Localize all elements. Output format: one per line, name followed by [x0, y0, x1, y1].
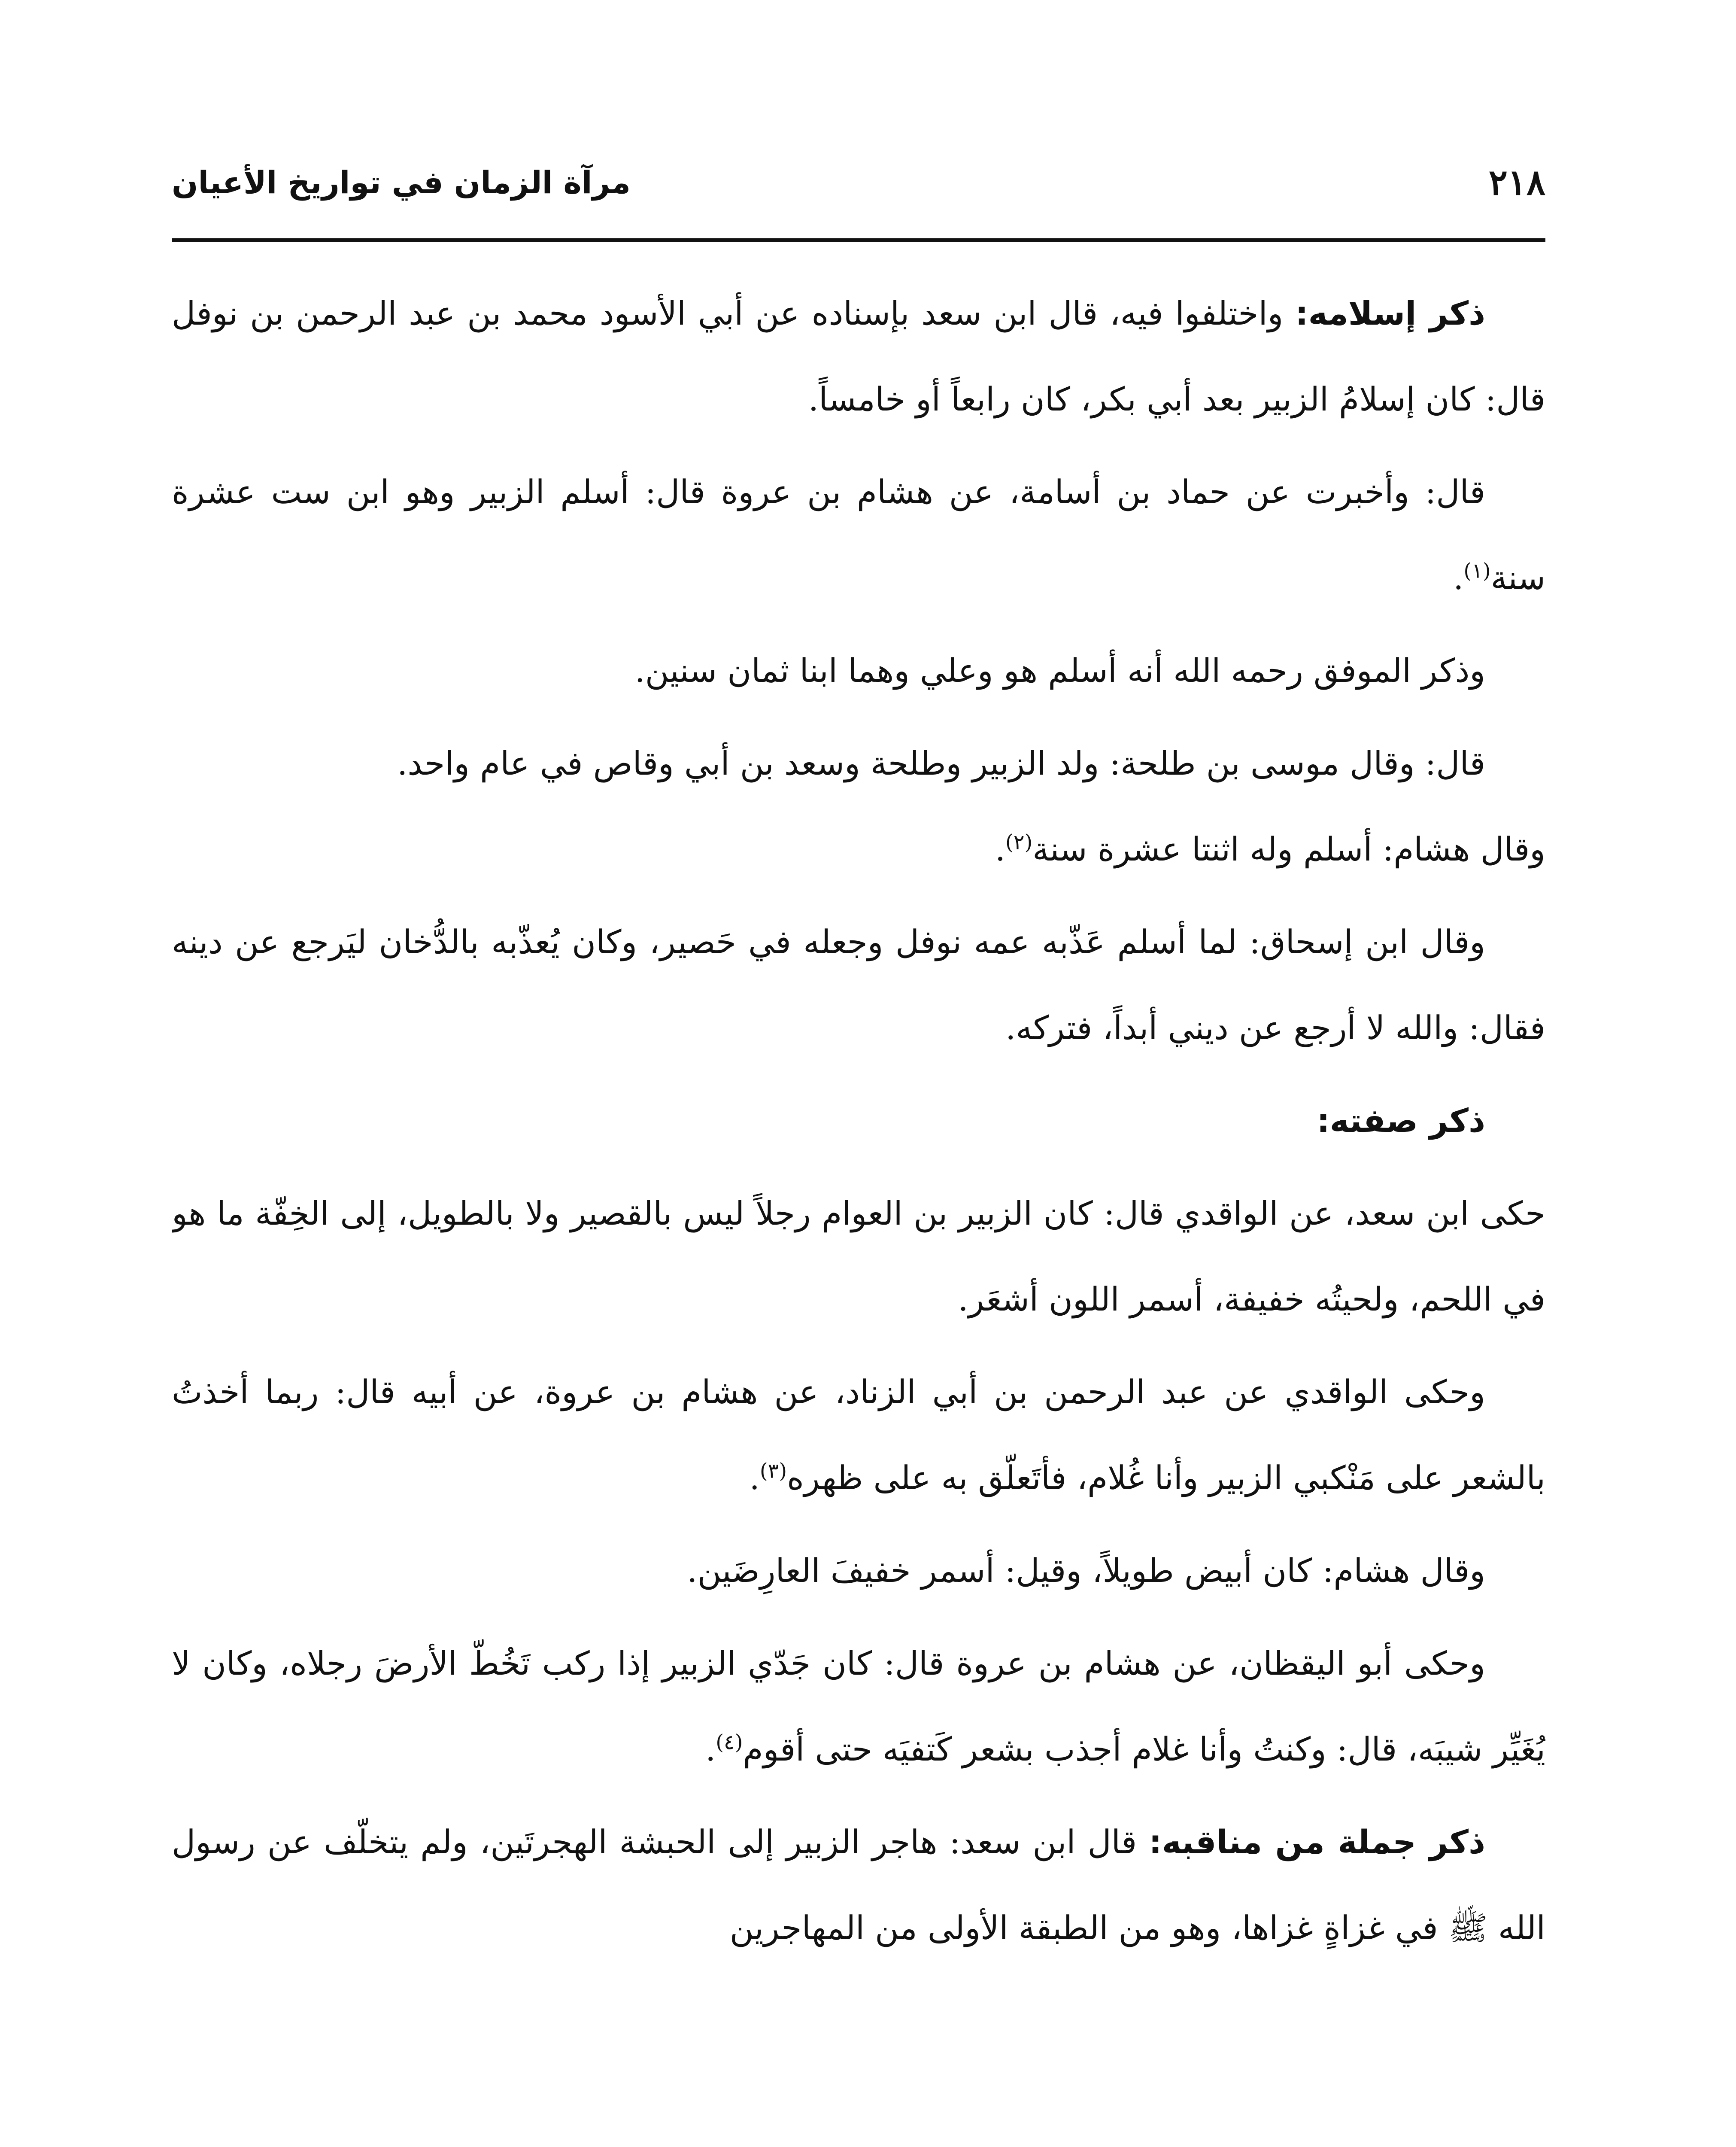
paragraph [172, 1171, 1545, 1342]
footnote-ref: (٤) [716, 1730, 743, 1755]
paragraph [172, 1349, 1545, 1521]
paragraph-text: وحكى أبو اليقظان، عن هشام بن عروة قال: كان جَدّي الزبير إذا ركب تَخُطّ الأرضَ رجلاه، وكان لا يُغَيِّر شيبَه، قال: وكنتُ وأنا غلام أجذب بشعر كَتفيَه حتى أقوم [172, 1644, 1545, 1768]
paragraph-end: . [1453, 559, 1464, 597]
paragraph-end: . [749, 1459, 760, 1497]
paragraph [172, 1528, 1545, 1614]
paragraph-text: حكى ابن سعد، عن الواقدي قال: كان الزبير بن العوام رجلاً ليس بالقصير ولا بالطويل، إلى الخِفّة ما هو في اللحم، ولحيتُه خفيفة، أسمر اللون أشعَر. [172, 1194, 1545, 1318]
paragraph-text: وذكر الموفق رحمه الله أنه أسلم هو وعلي وهما ابنا ثمان سنين. [634, 651, 1485, 690]
paragraph-text: قال ابن سعد: هاجر الزبير إلى الحبشة الهجرتَين، ولم يتخلّف عن رسول الله ﷺ في غزاةٍ غزاها، وهو من الطبقة الأولى من المهاجرين [172, 1823, 1545, 1947]
page-header [172, 155, 1545, 210]
paragraph-text: قال: وأخبرت عن حماد بن أسامة، عن هشام بن عروة قال: أسلم الزبير وهو ابن ست عشرة سنة [172, 473, 1545, 597]
paragraph-lead: ذكر جملة من مناقبه: [1149, 1823, 1485, 1861]
running-title: مرآة الزمان في تواريخ الأعيان [172, 164, 631, 201]
paragraph-virtues [172, 1799, 1545, 1971]
paragraph-text: وحكى الواقدي عن عبد الرحمن بن أبي الزناد، عن هشام بن عروة، عن أبيه قال: ربما أخذتُ بالشعر على مَنْكبي الزبير وأنا غُلام، فأتَعلّق به على ظهره [172, 1373, 1545, 1497]
paragraph-end: . [995, 830, 1005, 868]
header-rule [172, 238, 1545, 242]
paragraph-end: . [705, 1730, 716, 1768]
paragraph-text: وقال ابن إسحاق: لما أسلم عَذّبه عمه نوفل وجعله في حَصير، وكان يُعذّبه بالدُّخان ليَرجع عن دينه فقال: والله لا أرجع عن ديني أبداً، فتركه. [172, 923, 1545, 1047]
paragraph [172, 449, 1545, 621]
paragraph-text: واختلفوا فيه، قال ابن سعد بإسناده عن أبي الأسود محمد بن عبد الرحمن بن نوفل قال: كان إسلامُ الزبير بعد أبي بكر، كان رابعاً أو خامساً. [172, 294, 1545, 418]
footnote-ref: (١) [1463, 559, 1491, 583]
footnote-ref: (٣) [759, 1459, 787, 1483]
page-number: ٢١٨ [1488, 162, 1545, 203]
footnote-ref: (٢) [1005, 830, 1033, 855]
body-text [172, 271, 1545, 2117]
section-heading: ذكر صفته: [1317, 1101, 1485, 1140]
paragraph [172, 1621, 1545, 1792]
paragraph-text: قال: وقال موسى بن طلحة: ولد الزبير وطلحة وسعد بن أبي وقاص في عام واحد. [397, 744, 1485, 782]
paragraph-islam [172, 271, 1545, 442]
paragraph [172, 721, 1545, 892]
paragraph-text: وقال هشام: أسلم وله اثنتا عشرة سنة [1032, 830, 1545, 868]
paragraph [172, 628, 1545, 714]
paragraph-text: وقال هشام: كان أبيض طويلاً، وقيل: أسمر خفيفَ العارِضَين. [687, 1551, 1485, 1590]
paragraph [172, 899, 1545, 1071]
paragraph-lead: ذكر إسلامه: [1295, 294, 1486, 332]
